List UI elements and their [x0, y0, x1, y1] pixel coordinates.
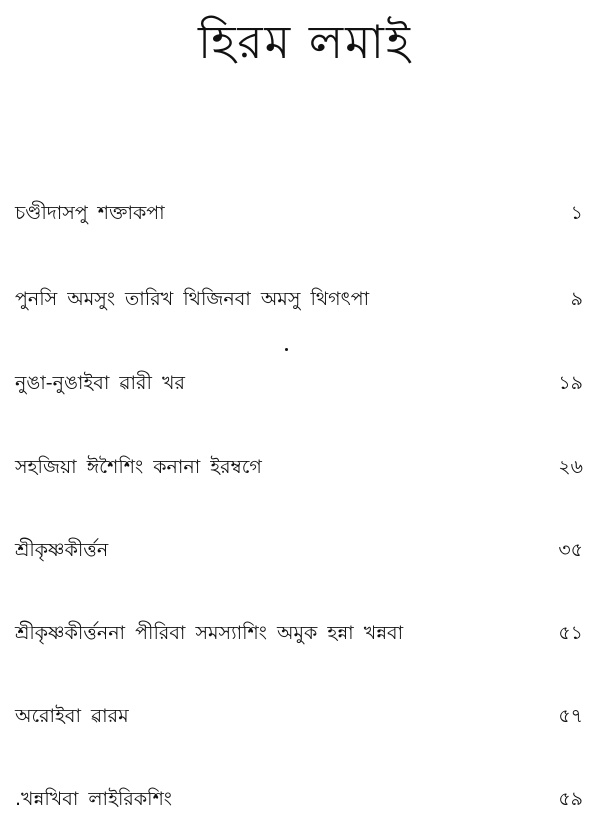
toc-entry-title: .খন্নখিবা লাইরিকশিং [15, 788, 172, 810]
toc-entry-title: নুঙা-নুঙাইবা ৱারী খর [15, 372, 185, 394]
toc-entry-page: ১৯ [558, 372, 583, 394]
toc-entry-page: ৫১ [558, 622, 583, 644]
toc-entry-title: শ্রীকৃষ্ণকীর্ত্তননা পীরিবা সমস্যাশিং অমুক হন্না খন্নবা [15, 622, 404, 644]
stray-mark [285, 348, 288, 351]
toc-entry [15, 618, 583, 648]
toc-entry-page: ৯ [570, 288, 583, 310]
toc-entry-page: ৫৭ [558, 705, 583, 727]
page-title: হিরম লমাই [198, 15, 412, 69]
toc-entry-title: পুনসি অমসুং তারিখ থিজিনবা অমসু থিগৎপা [15, 288, 370, 310]
toc-entry [15, 284, 583, 314]
toc-entry-page: ১ [570, 202, 583, 224]
toc-entry [15, 198, 583, 228]
toc-entry-page: ৫৯ [558, 788, 583, 810]
toc-entry-page: ৩৫ [558, 539, 583, 561]
toc-entry [15, 701, 583, 731]
toc-entry-title: অরোইবা ৱারম [15, 705, 129, 727]
toc-entry [15, 452, 583, 482]
toc-entry-page: ২৬ [558, 456, 583, 478]
toc-entry-title: চণ্ডীদাসপু শক্তাকপা [15, 202, 165, 224]
toc-entry-title: সহজিয়া ঈশৈশিং কনানা ইরম্বগে [15, 456, 262, 478]
toc-entry-title: শ্রীকৃষ্ণকীর্ত্তন [15, 539, 109, 561]
toc-entry [15, 368, 583, 398]
toc-entry [15, 784, 583, 814]
toc-entry [15, 535, 583, 565]
